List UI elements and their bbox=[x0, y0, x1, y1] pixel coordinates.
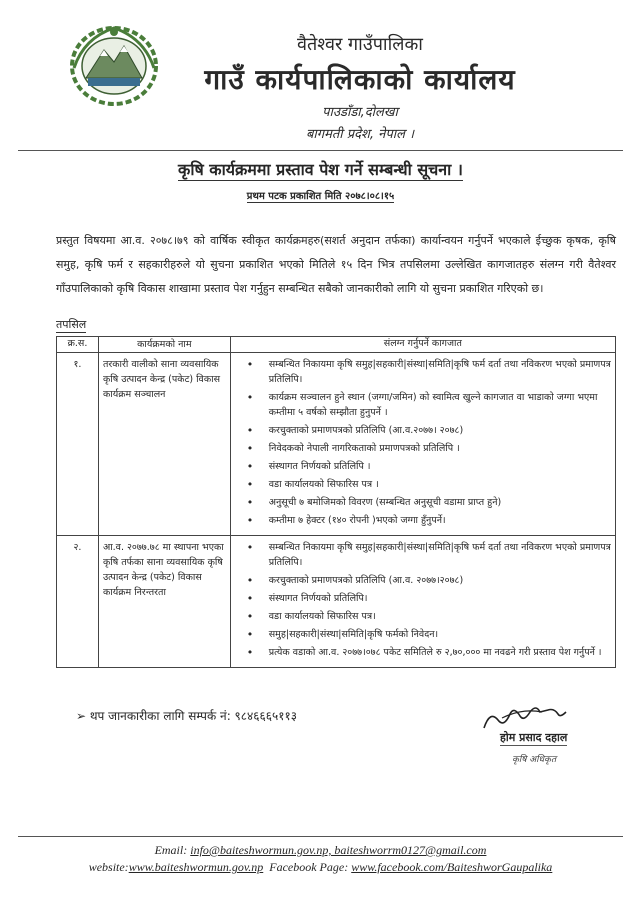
facebook-link[interactable]: www.facebook.com/BaiteshworGaupalika bbox=[351, 860, 553, 874]
email-label: Email: bbox=[154, 843, 188, 857]
website-label: website: bbox=[88, 860, 129, 874]
footer-divider bbox=[18, 836, 623, 837]
document-item: • संस्थागत निर्णयको प्रतिलिपि । bbox=[235, 459, 611, 474]
header-program: कार्यक्रमको नाम bbox=[98, 337, 230, 353]
document-item: • समुह|सहकारी|संस्था|समिति|कृषि फर्मको निवेदन। bbox=[235, 627, 611, 642]
document-item: • संस्थागत निर्णयको प्रतिलिपि। bbox=[235, 591, 611, 606]
address-line-1: पाउडाँडा,दोलखा bbox=[322, 105, 398, 120]
document-item: • अनुसूची ७ बमोजिमको विवरण (सम्बन्धित अनुसूची वडामा प्राप्त हुने) bbox=[235, 495, 611, 510]
document-item: • प्रत्येक वडाको आ.व. २०७७।०७८ पकेट समितिले रु २,७०,००० मा नवढने गरी प्रस्ताव पेश गर्नुपर्ने । bbox=[235, 645, 611, 660]
header-documents: संलग्न गर्नुपर्ने कागजात bbox=[230, 337, 615, 353]
row-documents bbox=[230, 353, 615, 536]
notice-body: प्रस्तुत विषयमा आ.व. २०७८।७९ को वार्षिक स्वीकृत कार्यक्रमहरु(सशर्त अनुदान तर्फका) कार्यान्वयन गर्नुपर्ने भएकाले ईच्छुक कृषक, कृषि समुह, कृषि फर्म र सहकारीहरुले यो सुचना प्रकाशित भएको मितिले १५ दिन भित्र तपसिलमा उल्लेखित कागजातहरु संलग्न गरी वैतेश्वर गाँउपालिकाको कृषि विकास शाखामा प्रस्ताव पेश गर्नुहुन सम्बन्धित सबैको जानकारीको लागि यो सुचना प्रकाशित गरिएको छ। bbox=[56, 234, 616, 295]
header-serial: क्र.स. bbox=[57, 337, 99, 353]
contact-number: ➢ थप जानकारीका लागि सम्पर्क नं: ९८४६६६५११३ bbox=[76, 709, 297, 723]
footer-email-line bbox=[0, 843, 641, 858]
notice-publish-date: प्रथम पटक प्रकाशित मिति २०७८।०८।१५ bbox=[246, 191, 395, 202]
municipality-name: वैतेश्वर गाउँपालिका bbox=[297, 34, 423, 55]
table-header-row bbox=[57, 337, 616, 353]
row-serial: १. bbox=[57, 353, 99, 536]
table-row bbox=[57, 536, 616, 668]
signer-name: होम प्रसाद दहाल bbox=[500, 731, 568, 744]
document-item: • निवेदकको नेपाली नागरिकताको प्रमाणपत्रको प्रतिलिपि । bbox=[235, 441, 611, 456]
table-row bbox=[57, 353, 616, 536]
notice-title: कृषि कार्यक्रममा प्रस्ताव पेश गर्ने सम्बन्धी सूचना । bbox=[178, 160, 463, 179]
municipality-logo-emblem bbox=[66, 22, 162, 108]
website-link[interactable]: www.baiteshwormun.gov.np bbox=[128, 860, 264, 874]
address-line-2: बागमती प्रदेश, नेपाल । bbox=[305, 127, 415, 142]
document-item: • करचुक्ताको प्रमाणपत्रको प्रतिलिपि (आ.व. २०७७।२०७८) bbox=[235, 573, 611, 588]
footer-web-line bbox=[0, 860, 641, 875]
email-link[interactable]: info@baiteshwormun.gov.np, baiteshworrm0127@gmail.com bbox=[190, 843, 487, 857]
signer-title: कृषि अधिकृत bbox=[512, 755, 557, 765]
office-name: गाउँ कार्यपालिकाको कार्यालय bbox=[204, 63, 516, 96]
document-item: • सम्बन्धित निकायमा कृषि समुह|सहकारी|संस्था|समिति|कृषि फर्म दर्ता तथा नविकरण भएको प्रमाणपत्र प्रतिलिपि। bbox=[235, 540, 611, 570]
row-program: आ.व. २०७७.७८ मा स्थापना भएका कृषि तर्फका साना व्यवसायिक कृषि उत्पादन केन्द्र (पकेट) विकास कार्यक्रम निरन्तरता bbox=[98, 536, 230, 668]
document-item: • कम्तीमा ७ हेक्टर (१४० रोपनी )भएको जग्गा हुँनुपर्ने। bbox=[235, 513, 611, 528]
schedule-label: तपसिल bbox=[56, 318, 87, 331]
row-documents bbox=[230, 536, 615, 668]
document-item: • वडा कार्यालयको सिफारिस पत्र । bbox=[235, 477, 611, 492]
header-divider bbox=[18, 150, 623, 151]
document-item: • सम्बन्धित निकायमा कृषि समुह|सहकारी|संस्था|समिति|कृषि फर्म दर्ता तथा नविकरण भएको प्रमाणपत्र प्रतिलिपि। bbox=[235, 357, 611, 387]
row-serial: २. bbox=[57, 536, 99, 668]
document-item: • कार्यक्रम सञ्चालन हुने स्थान (जग्गा/जमिन) को स्वामित्व खुल्ने कागजात वा भाडाको जग्गा भएमा कम्तीमा ५ वर्षको सम्झौता हुनुपर्ने । bbox=[235, 390, 611, 420]
document-item: • वडा कार्यालयको सिफारिस पत्र। bbox=[235, 609, 611, 624]
documents-table bbox=[56, 336, 616, 668]
document-item: • करचुक्ताको प्रमाणपत्रको प्रतिलिपि (आ.व.२०७७। २०७८) bbox=[235, 423, 611, 438]
facebook-label: Facebook Page: bbox=[269, 860, 349, 874]
row-program: तरकारी वालीको साना व्यवसायिक कृषि उत्पादन केन्द्र (पकेट) विकास कार्यक्रम सञ्चालन bbox=[98, 353, 230, 536]
